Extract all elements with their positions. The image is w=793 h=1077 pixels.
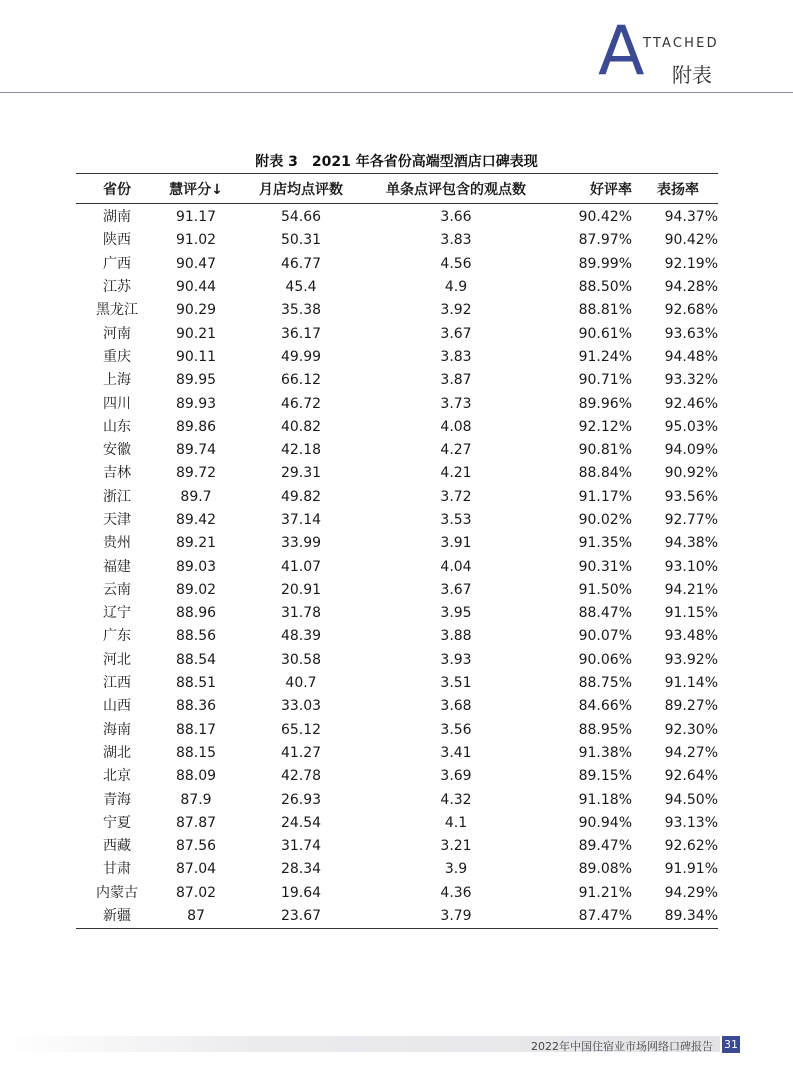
cell-positive-rate: 88.84% [578, 465, 632, 482]
cell-score: 87.9 [180, 791, 212, 808]
cell-score: 87.87 [175, 814, 217, 831]
cell-score: 91.17 [175, 209, 217, 226]
cell-score: 91.02 [175, 232, 217, 249]
cell-praise-rate: 94.09% [664, 442, 718, 459]
cell-monthly-reviews: 19.64 [280, 884, 322, 901]
cell-score: 87.04 [175, 861, 217, 878]
cell-province: 山西 [103, 698, 131, 715]
cell-opinions-per-review: 3.68 [440, 698, 472, 715]
cell-praise-rate: 94.28% [664, 279, 718, 296]
cell-opinions-per-review: 3.87 [440, 372, 472, 389]
table-row [76, 299, 718, 322]
cell-positive-rate: 90.07% [578, 628, 632, 645]
cell-positive-rate: 90.94% [578, 814, 632, 831]
table-row [76, 555, 718, 578]
cell-score: 89.42 [175, 512, 217, 528]
cell-monthly-reviews: 20.91 [280, 581, 322, 598]
cell-opinions-per-review: 3.56 [440, 721, 472, 738]
table-row [76, 369, 718, 392]
cell-positive-rate: 91.17% [578, 488, 632, 505]
cell-opinions-per-review: 3.83 [440, 232, 472, 249]
cell-province: 内蒙古 [96, 884, 138, 901]
cell-praise-rate: 91.14% [664, 675, 718, 692]
cell-opinions-per-review: 4.27 [440, 442, 472, 459]
cell-opinions-per-review: 3.93 [440, 651, 472, 668]
cell-monthly-reviews: 49.82 [280, 488, 322, 505]
cell-province: 河北 [103, 651, 131, 668]
cell-score: 88.36 [175, 698, 217, 715]
column-header-monthly-reviews: 月店均点评数 [234, 174, 368, 204]
cell-monthly-reviews: 45.4 [285, 279, 317, 296]
table-row [76, 204, 718, 230]
table-row [76, 719, 718, 742]
cell-monthly-reviews: 31.74 [280, 838, 322, 855]
cell-opinions-per-review: 4.1 [444, 814, 468, 831]
cell-score: 87.02 [175, 884, 217, 901]
cell-monthly-reviews: 54.66 [280, 209, 322, 226]
cell-province: 上海 [103, 372, 131, 389]
cell-monthly-reviews: 49.99 [280, 348, 322, 365]
cell-province: 广西 [103, 255, 131, 272]
cell-province: 湖南 [103, 209, 131, 226]
cell-opinions-per-review: 4.04 [440, 558, 472, 575]
cell-province: 新疆 [76, 905, 158, 929]
cell-praise-rate: 93.48% [664, 628, 718, 645]
cell-praise-rate: 90.42% [664, 232, 718, 249]
table-row [76, 765, 718, 788]
cell-monthly-reviews: 46.72 [280, 395, 322, 412]
cell-monthly-reviews: 41.07 [280, 558, 322, 575]
cell-praise-rate: 94.38% [664, 535, 718, 552]
cell-positive-rate: 90.81% [578, 442, 632, 459]
cell-positive-rate: 90.02% [578, 512, 632, 528]
cell-praise-rate: 94.27% [664, 744, 718, 761]
header-attached-label: TTACHED [643, 36, 719, 51]
cell-positive-rate: 88.47% [578, 605, 632, 622]
cell-monthly-reviews: 50.31 [280, 232, 322, 249]
cell-monthly-reviews: 46.77 [280, 255, 322, 272]
cell-monthly-reviews: 48.39 [280, 628, 322, 645]
cell-score: 89.95 [175, 372, 217, 389]
cell-opinions-per-review: 3.73 [440, 395, 472, 412]
cell-praise-rate: 94.48% [664, 348, 718, 365]
cell-positive-rate: 88.75% [578, 675, 632, 692]
cell-praise-rate: 92.30% [664, 721, 718, 738]
table-row [76, 742, 718, 765]
cell-province: 河南 [103, 325, 131, 342]
cell-praise-rate: 92.64% [664, 768, 718, 785]
cell-province: 陕西 [103, 232, 131, 249]
header-big-letter: A [598, 12, 645, 91]
cell-monthly-reviews: 42.78 [280, 768, 322, 785]
cell-praise-rate: 91.15% [664, 605, 718, 622]
cell-positive-rate: 91.24% [578, 348, 632, 365]
table-row [76, 346, 718, 369]
cell-praise-rate: 93.92% [664, 651, 718, 668]
cell-monthly-reviews: 28.34 [280, 861, 322, 878]
cell-score: 87 [158, 905, 234, 929]
cell-province: 重庆 [103, 348, 131, 365]
cell-praise-rate: 92.19% [664, 255, 718, 272]
cell-opinions-per-review: 3.9 [444, 861, 468, 878]
cell-opinions-per-review: 3.41 [440, 744, 472, 761]
table-row [76, 532, 718, 555]
cell-praise-rate: 94.21% [664, 581, 718, 598]
cell-positive-rate: 88.50% [578, 279, 632, 296]
cell-score: 88.96 [175, 605, 217, 622]
cell-positive-rate: 91.18% [578, 791, 632, 808]
cell-opinions-per-review: 3.21 [440, 838, 472, 855]
cell-score: 89.7 [180, 488, 212, 505]
cell-province: 江西 [103, 675, 131, 692]
cell-province: 安徽 [103, 442, 131, 459]
table-row [76, 486, 718, 509]
cell-praise-rate: 93.32% [664, 372, 718, 389]
cell-score: 89.02 [175, 581, 217, 598]
cell-opinions-per-review: 3.88 [440, 628, 472, 645]
cell-positive-rate: 84.66% [578, 698, 632, 715]
cell-score: 89.93 [175, 395, 217, 412]
table-row [76, 695, 718, 718]
cell-positive-rate: 87.97% [578, 232, 632, 249]
cell-monthly-reviews: 23.67 [234, 905, 368, 929]
cell-score: 89.86 [175, 418, 217, 435]
cell-province: 西藏 [103, 838, 131, 855]
table-header-row [76, 174, 718, 204]
cell-praise-rate: 93.10% [664, 558, 718, 575]
table-row [76, 509, 718, 532]
cell-monthly-reviews: 33.03 [280, 698, 322, 715]
table-title: 附表 3 2021 年各省份高端型酒店口碑表现 [255, 154, 538, 170]
cell-province: 四川 [103, 395, 131, 412]
cell-monthly-reviews: 24.54 [280, 814, 322, 831]
column-header-province: 省份 [76, 174, 158, 204]
cell-province: 黑龙江 [96, 302, 138, 319]
cell-opinions-per-review: 3.66 [440, 209, 472, 226]
cell-province: 甘肃 [103, 861, 131, 878]
cell-opinions-per-review: 4.56 [440, 255, 472, 272]
table-row [76, 905, 718, 929]
cell-province: 宁夏 [103, 814, 131, 831]
cell-monthly-reviews: 36.17 [280, 325, 322, 342]
cell-monthly-reviews: 33.99 [280, 535, 322, 552]
cell-monthly-reviews: 66.12 [280, 372, 322, 389]
cell-opinions-per-review: 3.95 [440, 605, 472, 622]
cell-monthly-reviews: 40.82 [280, 418, 322, 435]
cell-positive-rate: 89.15% [578, 768, 632, 785]
data-table-container [76, 173, 718, 929]
table-row [76, 835, 718, 858]
cell-positive-rate: 89.96% [578, 395, 632, 412]
cell-opinions-per-review: 3.72 [440, 488, 472, 505]
cell-opinions-per-review: 4.08 [440, 418, 472, 435]
cell-province: 浙江 [103, 488, 131, 505]
cell-opinions-per-review: 3.51 [440, 675, 472, 692]
cell-monthly-reviews: 29.31 [280, 465, 322, 482]
cell-province: 吉林 [103, 465, 131, 482]
cell-praise-rate: 91.91% [664, 861, 718, 878]
header-section-title: 附表 [672, 63, 712, 87]
table-row [76, 858, 718, 881]
table-row [76, 602, 718, 625]
table-row [76, 392, 718, 415]
cell-opinions-per-review: 3.67 [440, 325, 472, 342]
cell-positive-rate: 89.08% [578, 861, 632, 878]
cell-monthly-reviews: 35.38 [280, 302, 322, 319]
cell-monthly-reviews: 40.7 [285, 675, 317, 692]
cell-score: 90.21 [175, 325, 217, 342]
cell-province: 山东 [103, 418, 131, 435]
cell-positive-rate: 90.42% [578, 209, 632, 226]
cell-positive-rate: 88.95% [578, 721, 632, 738]
cell-opinions-per-review: 3.53 [440, 512, 472, 528]
cell-score: 90.11 [175, 348, 217, 365]
page-number-badge: 31 [724, 1038, 738, 1051]
table-row [76, 253, 718, 276]
cell-positive-rate: 91.50% [578, 581, 632, 598]
header-divider [0, 92, 793, 93]
cell-province: 贵州 [103, 535, 131, 552]
cell-province: 青海 [103, 791, 131, 808]
table-row [76, 276, 718, 299]
cell-praise-rate: 93.56% [664, 488, 718, 505]
cell-monthly-reviews: 42.18 [280, 442, 322, 459]
cell-province: 江苏 [103, 279, 131, 296]
province-reputation-table [76, 173, 718, 929]
cell-positive-rate: 92.12% [578, 418, 632, 435]
cell-province: 湖北 [103, 744, 131, 761]
cell-positive-rate: 88.81% [578, 302, 632, 319]
cell-praise-rate: 94.50% [664, 791, 718, 808]
cell-score: 87.56 [175, 838, 217, 855]
cell-province: 海南 [103, 721, 131, 738]
cell-score: 88.51 [175, 675, 217, 692]
cell-score: 88.56 [175, 628, 217, 645]
cell-praise-rate: 93.13% [664, 814, 718, 831]
cell-province: 福建 [103, 558, 131, 575]
cell-positive-rate: 90.71% [578, 372, 632, 389]
cell-positive-rate: 91.38% [578, 744, 632, 761]
cell-praise-rate: 93.63% [664, 325, 718, 342]
cell-praise-rate: 94.29% [664, 884, 718, 901]
cell-score: 89.21 [175, 535, 217, 552]
cell-praise-rate: 89.34% [638, 905, 718, 929]
cell-praise-rate: 92.46% [664, 395, 718, 412]
cell-praise-rate: 95.03% [664, 418, 718, 435]
cell-opinions-per-review: 3.92 [440, 302, 472, 319]
table-row [76, 812, 718, 835]
cell-score: 88.17 [175, 721, 217, 738]
cell-province: 天津 [103, 512, 131, 528]
table-row [76, 625, 718, 648]
cell-praise-rate: 92.68% [664, 302, 718, 319]
table-row [76, 439, 718, 462]
cell-opinions-per-review: 4.32 [440, 791, 472, 808]
cell-positive-rate: 87.47% [544, 905, 638, 929]
table-row [76, 229, 718, 252]
table-row [76, 322, 718, 345]
table-row [76, 462, 718, 485]
cell-score: 88.09 [175, 768, 217, 785]
cell-opinions-per-review: 3.67 [440, 581, 472, 598]
cell-opinions-per-review: 3.91 [440, 535, 472, 552]
table-row [76, 416, 718, 439]
cell-positive-rate: 90.06% [578, 651, 632, 668]
footer-report-title: 2022年中国住宿业市场网络口碑报告 [531, 1040, 713, 1053]
cell-score: 88.54 [175, 651, 217, 668]
column-header-opinions-per-review: 单条点评包含的观点数 [368, 174, 544, 204]
cell-score: 90.29 [175, 302, 217, 319]
cell-positive-rate: 90.31% [578, 558, 632, 575]
cell-monthly-reviews: 37.14 [280, 512, 322, 528]
cell-monthly-reviews: 26.93 [280, 791, 322, 808]
cell-praise-rate: 90.92% [664, 465, 718, 482]
cell-score: 88.15 [175, 744, 217, 761]
cell-monthly-reviews: 65.12 [280, 721, 322, 738]
column-header-praise-rate: 表扬率 [638, 174, 718, 204]
cell-score: 89.72 [175, 465, 217, 482]
cell-positive-rate: 91.35% [578, 535, 632, 552]
cell-score: 90.44 [175, 279, 217, 296]
table-row [76, 649, 718, 672]
table-row [76, 579, 718, 602]
column-header-score: 慧评分↓ [158, 174, 234, 204]
cell-opinions-per-review: 3.69 [440, 768, 472, 785]
cell-opinions-per-review: 4.36 [440, 884, 472, 901]
cell-praise-rate: 92.77% [664, 512, 718, 528]
table-row [76, 788, 718, 811]
cell-praise-rate: 94.37% [664, 209, 718, 226]
cell-score: 89.74 [175, 442, 217, 459]
cell-positive-rate: 89.47% [578, 838, 632, 855]
cell-monthly-reviews: 30.58 [280, 651, 322, 668]
cell-province: 云南 [103, 581, 131, 598]
cell-opinions-per-review: 4.21 [440, 465, 472, 482]
cell-positive-rate: 89.99% [578, 255, 632, 272]
cell-opinions-per-review: 3.79 [368, 905, 544, 929]
cell-monthly-reviews: 31.78 [280, 605, 322, 622]
cell-opinions-per-review: 3.83 [440, 348, 472, 365]
cell-opinions-per-review: 4.9 [444, 279, 468, 296]
cell-positive-rate: 91.21% [578, 884, 632, 901]
cell-praise-rate: 92.62% [664, 838, 718, 855]
table-body [76, 204, 718, 929]
cell-province: 北京 [103, 768, 131, 785]
cell-score: 90.47 [175, 255, 217, 272]
cell-score: 89.03 [175, 558, 217, 575]
cell-province: 广东 [103, 628, 131, 645]
table-row [76, 882, 718, 905]
cell-province: 辽宁 [103, 605, 131, 622]
cell-monthly-reviews: 41.27 [280, 744, 322, 761]
cell-positive-rate: 90.61% [578, 325, 632, 342]
column-header-positive-rate: 好评率 [544, 174, 638, 204]
cell-praise-rate: 89.27% [664, 698, 718, 715]
table-row [76, 672, 718, 695]
